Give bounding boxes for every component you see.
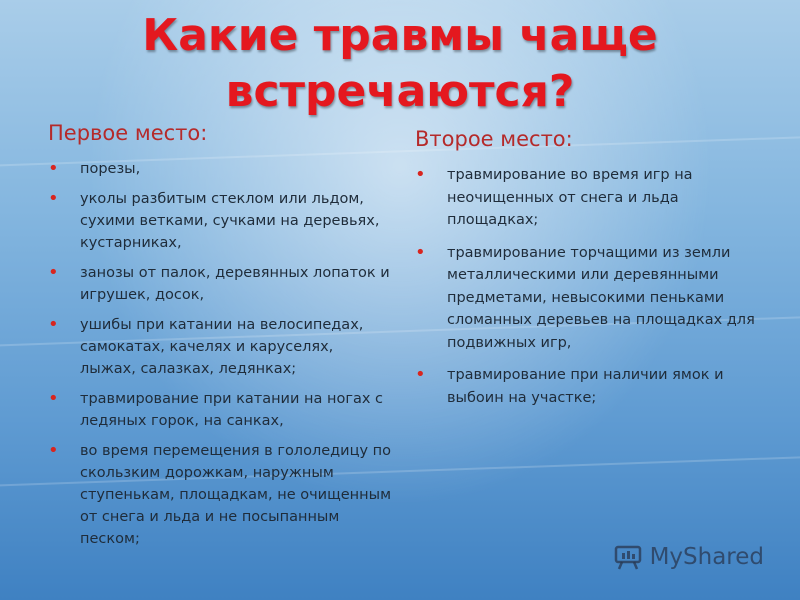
list-item	[415, 364, 760, 409]
second-place-heading: Второе место:	[415, 127, 573, 151]
list-item	[48, 188, 393, 254]
slide-title-line-1: Какие травмы чаще	[142, 10, 658, 61]
bullet-icon: •	[415, 164, 426, 185]
list-item-text: во время перемещения в гололедицу по скользким дорожкам, наружным ступенькам, площадкам, не очищенным от снега и льда и не посыпанным песком;	[80, 443, 392, 547]
list-item-text: травмирование во время игр на неочищенных от снега и льда площадках;	[447, 167, 693, 228]
slide-title-line-2: встречаются?	[225, 66, 575, 117]
bullet-icon: •	[48, 388, 59, 409]
list-item	[48, 388, 393, 432]
list-item	[415, 242, 760, 355]
bullet-icon: •	[415, 364, 426, 385]
list-item-text: уколы разбитым стеклом или льдом, сухими ветками, сучками на деревьях, кустарниках,	[80, 191, 380, 251]
bullet-icon: •	[48, 188, 59, 209]
myshared-logo-icon	[614, 544, 644, 570]
list-item	[48, 440, 393, 550]
slide-title	[0, 8, 800, 120]
list-item	[48, 158, 393, 180]
second-place-list	[415, 164, 760, 409]
list-item-text: занозы от палок, деревянных лопаток и игрушек, досок,	[80, 265, 390, 303]
list-item-text: травмирование при наличии ямок и выбоин на участке;	[447, 367, 724, 406]
list-item	[48, 314, 393, 380]
myshared-watermark	[614, 544, 764, 570]
second-place-column	[415, 126, 760, 419]
watermark-text: MyShared	[649, 544, 764, 570]
bullet-icon: •	[48, 158, 59, 179]
list-item-text: травмирование при катании на ногах с ледяных горок, на санках,	[80, 391, 384, 429]
list-item-text: травмирование торчащими из земли металлическими или деревянными предметами, невысокими пеньками сломанных деревьев на площадках для подвижных игр,	[447, 244, 755, 351]
list-item-text: ушибы при катании на велосипедах, самокатах, качелях и каруселях, лыжах, салазках, ледянках;	[80, 317, 364, 377]
list-item	[48, 262, 393, 306]
bullet-icon: •	[48, 440, 59, 461]
first-place-column	[48, 120, 393, 558]
list-item-text: порезы,	[80, 161, 141, 177]
first-place-list	[48, 158, 393, 550]
first-place-heading: Первое место:	[48, 121, 208, 145]
bullet-icon: •	[48, 262, 59, 283]
bullet-icon: •	[415, 241, 426, 263]
bullet-icon: •	[48, 314, 59, 335]
list-item	[415, 164, 760, 232]
